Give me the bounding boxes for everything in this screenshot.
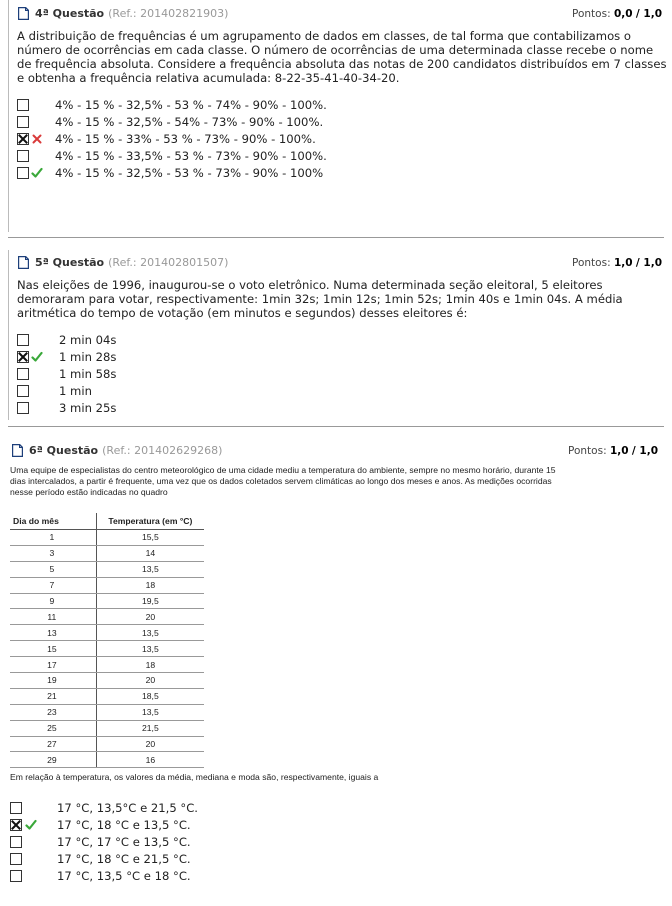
- table-row: [10, 609, 204, 625]
- document-icon: [18, 256, 29, 269]
- question-number: 6ª Questão: [29, 444, 99, 457]
- question-header-4: [18, 7, 228, 23]
- answer-checkbox[interactable]: [10, 802, 22, 814]
- answer-option[interactable]: [0, 350, 600, 364]
- table-cell: 18: [96, 657, 204, 673]
- answer-option[interactable]: [0, 401, 600, 415]
- answer-text: 17 °C, 18 °C e 13,5 °C.: [57, 818, 191, 832]
- document-icon: [12, 444, 23, 457]
- table-cell: 20: [96, 609, 204, 625]
- table-cell: 18,5: [96, 688, 204, 704]
- question-number: 4ª Questão: [35, 7, 105, 20]
- answer-text: 17 °C, 13,5 °C e 18 °C.: [57, 869, 191, 883]
- question-ref: (Ref.: 201402801507): [108, 256, 229, 269]
- table-cell: 29: [10, 752, 96, 768]
- table-cell: 19,5: [96, 593, 204, 609]
- table-row: [10, 736, 204, 752]
- answer-checkbox[interactable]: [17, 334, 29, 346]
- table-header-row: [10, 513, 204, 530]
- table-cell: 21,5: [96, 720, 204, 736]
- answer-option[interactable]: [0, 166, 600, 180]
- answer-option[interactable]: [0, 98, 600, 112]
- answer-text: 1 min: [59, 384, 92, 398]
- question-statement-6: Uma equipe de especialistas do centro meteorológico de uma cidade mediu a temperatura do ambiente, sempre no mesmo horário, durante 15 dias intercalados, a partir é frequente, uma vez que os dados coletados servem climáticas ao longo dos meses e anos. As medições ocorridas nesse período estão indicadas no quadro: [10, 465, 556, 498]
- answer-checkbox[interactable]: [17, 133, 29, 145]
- column-header: Temperatura (em °C): [96, 513, 204, 530]
- answer-checkbox[interactable]: [10, 853, 22, 865]
- answer-option[interactable]: [0, 852, 600, 866]
- question-number: 5ª Questão: [35, 256, 105, 269]
- table-cell: 19: [10, 673, 96, 689]
- answer-checkbox[interactable]: [17, 351, 29, 363]
- answer-option[interactable]: [0, 818, 600, 832]
- table-cell: 15: [10, 641, 96, 657]
- answer-checkbox[interactable]: [17, 402, 29, 414]
- table-row: [10, 688, 204, 704]
- table-cell: 13: [10, 625, 96, 641]
- table-cell: 23: [10, 704, 96, 720]
- table-cell: 21: [10, 688, 96, 704]
- answer-checkbox[interactable]: [17, 99, 29, 111]
- table-cell: 1: [10, 530, 96, 546]
- answer-option[interactable]: [0, 367, 600, 381]
- answer-text: 1 min 58s: [59, 367, 117, 381]
- table-row: [10, 593, 204, 609]
- answer-checkbox[interactable]: [17, 150, 29, 162]
- question-ref: (Ref.: 201402821903): [108, 7, 229, 20]
- table-row: [10, 657, 204, 673]
- answer-text: 4% - 15 % - 33,5% - 53 % - 73% - 90% - 100%.: [55, 149, 327, 163]
- table-cell: 9: [10, 593, 96, 609]
- answer-option[interactable]: [0, 333, 600, 347]
- table-row: [10, 561, 204, 577]
- answer-option[interactable]: [0, 835, 600, 849]
- answer-option[interactable]: [0, 801, 600, 815]
- table-cell: 15,5: [96, 530, 204, 546]
- table-row: [10, 625, 204, 641]
- temperature-table: [10, 513, 204, 768]
- question-statement-5: Nas eleições de 1996, inaugurou-se o voto eletrônico. Numa determinada seção eleitoral, 5 eleitores demoraram para votar, respectivamente: 1min 32s; 1min 12s; 1min 52s; 1min 40s e 1min 04s. A média aritmética do tempo de votação (em minutos e segundos) desses eleitores é:: [17, 278, 623, 320]
- document-icon: [18, 7, 29, 20]
- table-cell: 20: [96, 736, 204, 752]
- question-prompt-6: Em relação à temperatura, os valores da média, mediana e moda são, respectivamente, iguais a: [10, 772, 379, 782]
- answer-option[interactable]: [0, 132, 600, 146]
- answer-text: 4% - 15 % - 33% - 53 % - 73% - 90% - 100%.: [55, 132, 316, 146]
- table-cell: 27: [10, 736, 96, 752]
- table-row: [10, 720, 204, 736]
- answer-option[interactable]: [0, 149, 600, 163]
- table-row: [10, 641, 204, 657]
- answer-text: 1 min 28s: [59, 350, 117, 364]
- points: Pontos: 1,0 / 1,0: [568, 445, 658, 457]
- answer-text: 17 °C, 17 °C e 13,5 °C.: [57, 835, 191, 849]
- answer-text: 4% - 15 % - 32,5% - 53 % - 74% - 90% - 100%.: [55, 98, 327, 112]
- answer-checkbox[interactable]: [10, 836, 22, 848]
- table-cell: 25: [10, 720, 96, 736]
- question-header-6: [12, 444, 222, 460]
- table-cell: 5: [10, 561, 96, 577]
- divider: [8, 426, 664, 427]
- table-row: [10, 530, 204, 546]
- table-cell: 20: [96, 673, 204, 689]
- table-cell: 14: [96, 545, 204, 561]
- answer-text: 4% - 15 % - 32,5% - 53 % - 73% - 90% - 100%: [55, 166, 324, 180]
- table-cell: 13,5: [96, 625, 204, 641]
- answer-checkbox[interactable]: [10, 819, 22, 831]
- question-ref: (Ref.: 201402629268): [102, 444, 223, 457]
- answer-checkbox[interactable]: [17, 385, 29, 397]
- points: Pontos: 0,0 / 1,0: [572, 8, 662, 20]
- answer-text: 17 °C, 18 °C e 21,5 °C.: [57, 852, 191, 866]
- table-cell: 13,5: [96, 641, 204, 657]
- answer-checkbox[interactable]: [17, 368, 29, 380]
- column-header: Dia do mês: [10, 513, 96, 530]
- answer-checkbox[interactable]: [17, 167, 29, 179]
- table-cell: 16: [96, 752, 204, 768]
- answer-checkbox[interactable]: [10, 870, 22, 882]
- question-statement-4: A distribuição de frequências é um agrupamento de dados em classes, de tal forma que contabilizamos o número de ocorrências em cada classe. O número de ocorrências de uma determinada classe recebe o nome de frequência absoluta. Considere a frequência absoluta das notas de 200 candidatos distribuídos em 7 classes e obtenha a frequência relativa acumulada: 8-22-35-41-40-34-20.: [17, 29, 667, 85]
- table-cell: 3: [10, 545, 96, 561]
- answer-text: 4% - 15 % - 32,5% - 54% - 73% - 90% - 100%.: [55, 115, 324, 129]
- answer-option[interactable]: [0, 384, 600, 398]
- table-row: [10, 545, 204, 561]
- cross-icon: [31, 132, 43, 146]
- table-cell: 13,5: [96, 561, 204, 577]
- table-row: [10, 704, 204, 720]
- answer-text: 2 min 04s: [59, 333, 117, 347]
- table-row: [10, 752, 204, 768]
- table-cell: 7: [10, 577, 96, 593]
- table-cell: 18: [96, 577, 204, 593]
- table-cell: 17: [10, 657, 96, 673]
- check-icon: [25, 818, 37, 832]
- check-icon: [31, 350, 43, 364]
- answer-checkbox[interactable]: [17, 116, 29, 128]
- question-header-5: [18, 256, 228, 272]
- answer-option[interactable]: [0, 869, 600, 883]
- table-cell: 11: [10, 609, 96, 625]
- table-row: [10, 673, 204, 689]
- points: Pontos: 1,0 / 1,0: [572, 257, 662, 269]
- check-icon: [31, 166, 43, 180]
- table-cell: 13,5: [96, 704, 204, 720]
- divider: [8, 237, 664, 238]
- answer-option[interactable]: [0, 115, 600, 129]
- answer-text: 17 °C, 13,5°C e 21,5 °C.: [57, 801, 198, 815]
- table-row: [10, 577, 204, 593]
- answer-text: 3 min 25s: [59, 401, 117, 415]
